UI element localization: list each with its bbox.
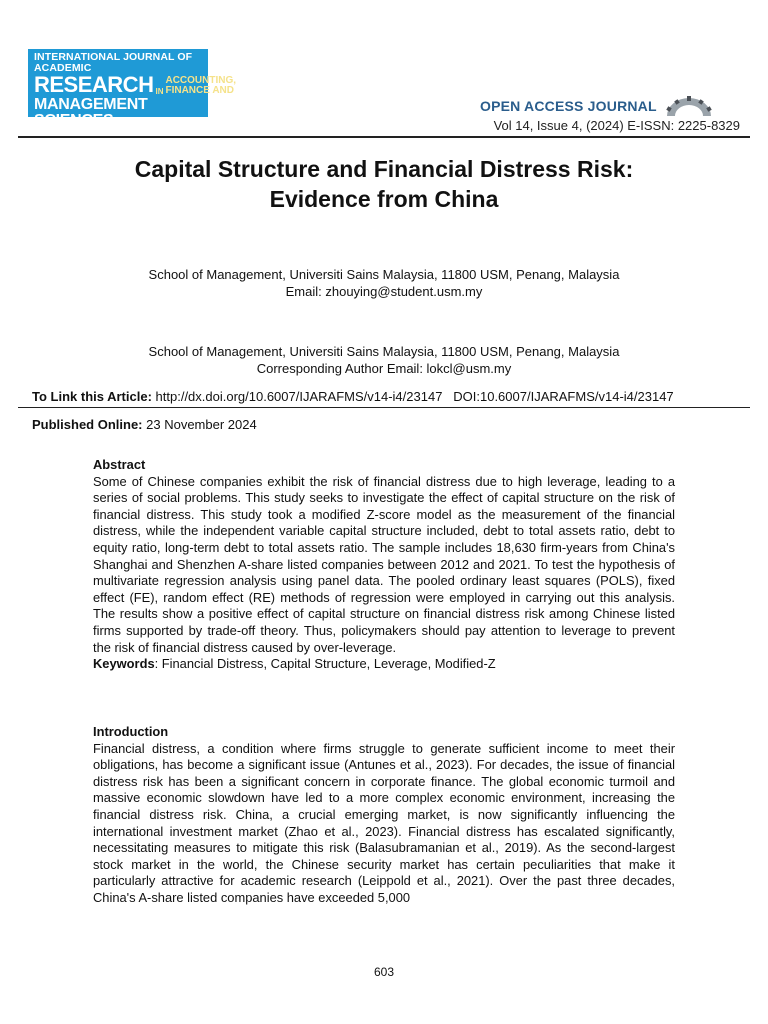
logo-side-2: FINANCE AND bbox=[165, 85, 234, 96]
affiliation-1-email: Email: zhouying@student.usm.my bbox=[285, 284, 483, 299]
affiliation-1 bbox=[0, 266, 768, 300]
introduction-text: Financial distress, a condition where firms struggle to generate sufficient income to meet their obligations, has become a significant issue (Antunes et al., 2023). For decades, the issue of financial distress risk has been a significant concern in corporate finance. The global economic turmoil and massive economic slowdown have led to a more complex economic environment, increasing the financial distress risk. China, a crucial emerging market, is now significantly influencing the international investment market (Zhao et al., 2023). Financial distress has escalated significantly, necessitating measures to mitigate this risk (Balasubramanian et al., 2019). As the second-largest stock market in the world, the Chinese security market has certain peculiarities that make it particularly attractive for academic research (Leippold et al., 2021). Over the past three decades, China's A-share listed companies have exceeded 5,000 bbox=[93, 740, 675, 905]
logo-side bbox=[165, 76, 236, 96]
link-label: To Link this Article: bbox=[32, 389, 152, 404]
article-url-link[interactable]: http://dx.doi.org/10.6007/IJARAFMS/v14-i4/23147 bbox=[155, 389, 443, 404]
volume-info: Vol 14, Issue 4, (2024) E-ISSN: 2225-8329 bbox=[493, 118, 740, 133]
affiliation-2-school: School of Management, Universiti Sains Malaysia, 11800 USM, Penang, Malaysia bbox=[148, 344, 620, 359]
abstract-section bbox=[93, 457, 675, 673]
link-divider bbox=[18, 407, 750, 408]
published-date: 23 November 2024 bbox=[146, 417, 257, 432]
abstract-heading: Abstract bbox=[93, 457, 146, 472]
introduction-section bbox=[93, 724, 675, 907]
keywords-line bbox=[93, 656, 675, 673]
title-line-1: Capital Structure and Financial Distress Risk: bbox=[134, 156, 634, 182]
keywords-values: : Financial Distress, Capital Structure, Leverage, Modified-Z bbox=[154, 656, 496, 672]
page-number: 603 bbox=[373, 965, 395, 979]
logo-research: RESEARCH bbox=[34, 72, 154, 97]
logo-line3: MANAGEMENT SCIENCES bbox=[34, 96, 148, 129]
open-access-text: OPEN ACCESS JOURNAL bbox=[480, 98, 657, 114]
open-access-badge bbox=[480, 96, 715, 116]
title-line-2: Evidence from China bbox=[269, 186, 499, 212]
logo-in: IN bbox=[155, 87, 164, 96]
journal-logo bbox=[28, 49, 237, 129]
affiliation-2 bbox=[0, 343, 768, 377]
published-label: Published Online: bbox=[32, 417, 143, 432]
affiliation-1-school: School of Management, Universiti Sains Malaysia, 11800 USM, Penang, Malaysia bbox=[148, 267, 620, 282]
abstract-text: Some of Chinese companies exhibit the risk of financial distress due to high leverage, leading to a series of social problems. This study seeks to investigate the effect of capital structure on the risk of financial distress. This study took a modified Z-score model as the measurement of the financial distress, while the independent variable capital structure included, debt to total assets ratio, debt to equity ratio, long-term debt to total assets ratio. The sample includes 18,630 firm-years from China's Shanghai and Shenzhen A-share listed companies between 2012 and 2021. To test the hypothesis of multivariate regression analysis using panel data. The pooled ordinary least squares (POLS), fixed effect (FE), random effect (RE) methods of regression were employed in carrying out this analysis. The results show a positive effect of capital structure on financial distress risk among Chinese listed firms supported by trade-off theory. Thus, policymakers should pay attention to leverage to prevent the risk of financial distress caused by over-leverage. bbox=[93, 473, 675, 655]
article-link-line bbox=[32, 389, 674, 404]
logo-line2 bbox=[34, 72, 237, 97]
introduction-heading: Introduction bbox=[93, 724, 169, 739]
header-divider bbox=[18, 136, 750, 138]
logo-side-1: ACCOUNTING, bbox=[165, 75, 237, 86]
open-access-gear-icon bbox=[663, 96, 715, 116]
affiliation-2-email: Corresponding Author Email: lokcl@usm.my bbox=[256, 361, 512, 376]
published-line bbox=[32, 417, 257, 432]
paper-title bbox=[0, 154, 768, 214]
article-doi: DOI:10.6007/IJARAFMS/v14-i4/23147 bbox=[453, 389, 674, 404]
logo-line1: INTERNATIONAL JOURNAL OF ACADEMIC bbox=[34, 51, 193, 74]
keywords-label: Keywords bbox=[93, 656, 155, 672]
